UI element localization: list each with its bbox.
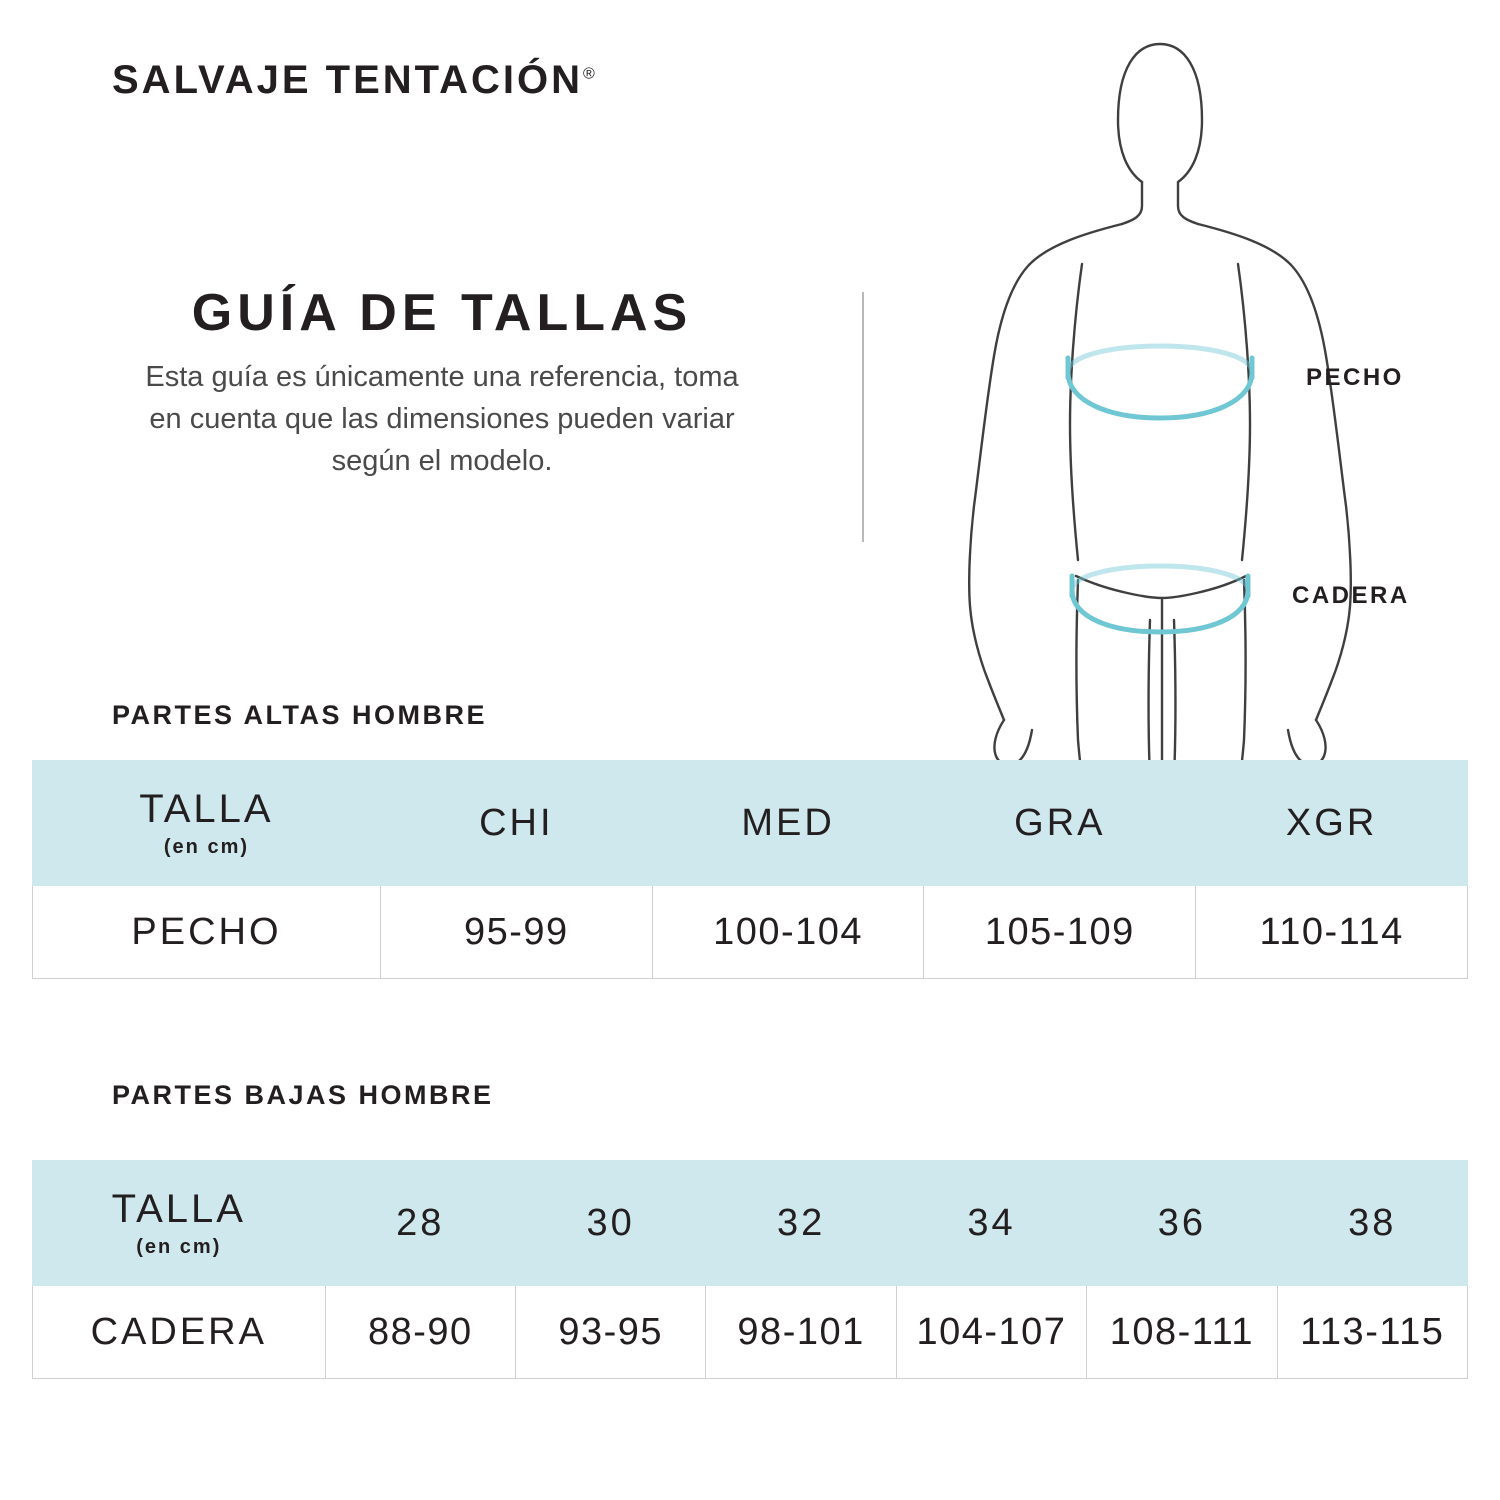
table-header-row bbox=[33, 761, 1468, 886]
cell-cadera-28: 88-90 bbox=[325, 1286, 515, 1379]
table-header-row bbox=[33, 1161, 1468, 1286]
column-header-med: MED bbox=[652, 761, 924, 886]
figure-label-hip: CADERA bbox=[1292, 582, 1410, 609]
column-header-talla bbox=[33, 761, 381, 886]
intro-block bbox=[112, 285, 772, 482]
cell-pecho-gra: 105-109 bbox=[924, 886, 1196, 979]
column-header-36: 36 bbox=[1087, 1161, 1277, 1286]
column-header-32: 32 bbox=[706, 1161, 896, 1286]
row-label-cadera: CADERA bbox=[33, 1286, 326, 1379]
row-label-pecho: PECHO bbox=[33, 886, 381, 979]
column-header-xgr: XGR bbox=[1196, 761, 1468, 886]
brand-name: SALVAJE TENTACIÓN bbox=[112, 58, 584, 102]
size-table-lower bbox=[32, 1160, 1468, 1379]
cell-cadera-32: 98-101 bbox=[706, 1286, 896, 1379]
column-header-28: 28 bbox=[325, 1161, 515, 1286]
column-header-gra: GRA bbox=[924, 761, 1196, 886]
body-figure-illustration bbox=[900, 20, 1420, 780]
column-header-30: 30 bbox=[516, 1161, 706, 1286]
figure-label-chest: PECHO bbox=[1306, 364, 1404, 391]
registered-mark-icon: ® bbox=[583, 65, 595, 83]
cell-cadera-36: 108-111 bbox=[1087, 1286, 1277, 1379]
brand-logo bbox=[112, 58, 595, 103]
column-header-units: (en cm) bbox=[136, 1236, 222, 1258]
table-row bbox=[33, 886, 1468, 979]
column-header-units: (en cm) bbox=[163, 836, 250, 858]
column-header-34: 34 bbox=[896, 1161, 1086, 1286]
column-header-talla-label: TALLA bbox=[111, 1187, 246, 1231]
cell-pecho-xgr: 110-114 bbox=[1196, 886, 1468, 979]
section-heading-upper: PARTES ALTAS HOMBRE bbox=[112, 700, 487, 730]
vertical-divider bbox=[862, 292, 864, 542]
cell-pecho-chi: 95-99 bbox=[380, 886, 652, 979]
cell-cadera-30: 93-95 bbox=[516, 1286, 706, 1379]
page-title: GUÍA DE TALLAS bbox=[191, 284, 693, 342]
column-header-talla-label: TALLA bbox=[139, 787, 274, 831]
table-row bbox=[33, 1286, 1468, 1379]
cell-pecho-med: 100-104 bbox=[652, 886, 924, 979]
cell-cadera-38: 113-115 bbox=[1277, 1286, 1467, 1379]
size-table-upper bbox=[32, 760, 1468, 979]
column-header-talla bbox=[33, 1161, 326, 1286]
column-header-38: 38 bbox=[1277, 1161, 1467, 1286]
section-heading-lower: PARTES BAJAS HOMBRE bbox=[112, 1080, 494, 1110]
column-header-chi: CHI bbox=[380, 761, 652, 886]
intro-description: Esta guía es únicamente una referencia, toma en cuenta que las dimensiones pueden variar según el modelo. bbox=[145, 361, 739, 478]
cell-cadera-34: 104-107 bbox=[896, 1286, 1086, 1379]
